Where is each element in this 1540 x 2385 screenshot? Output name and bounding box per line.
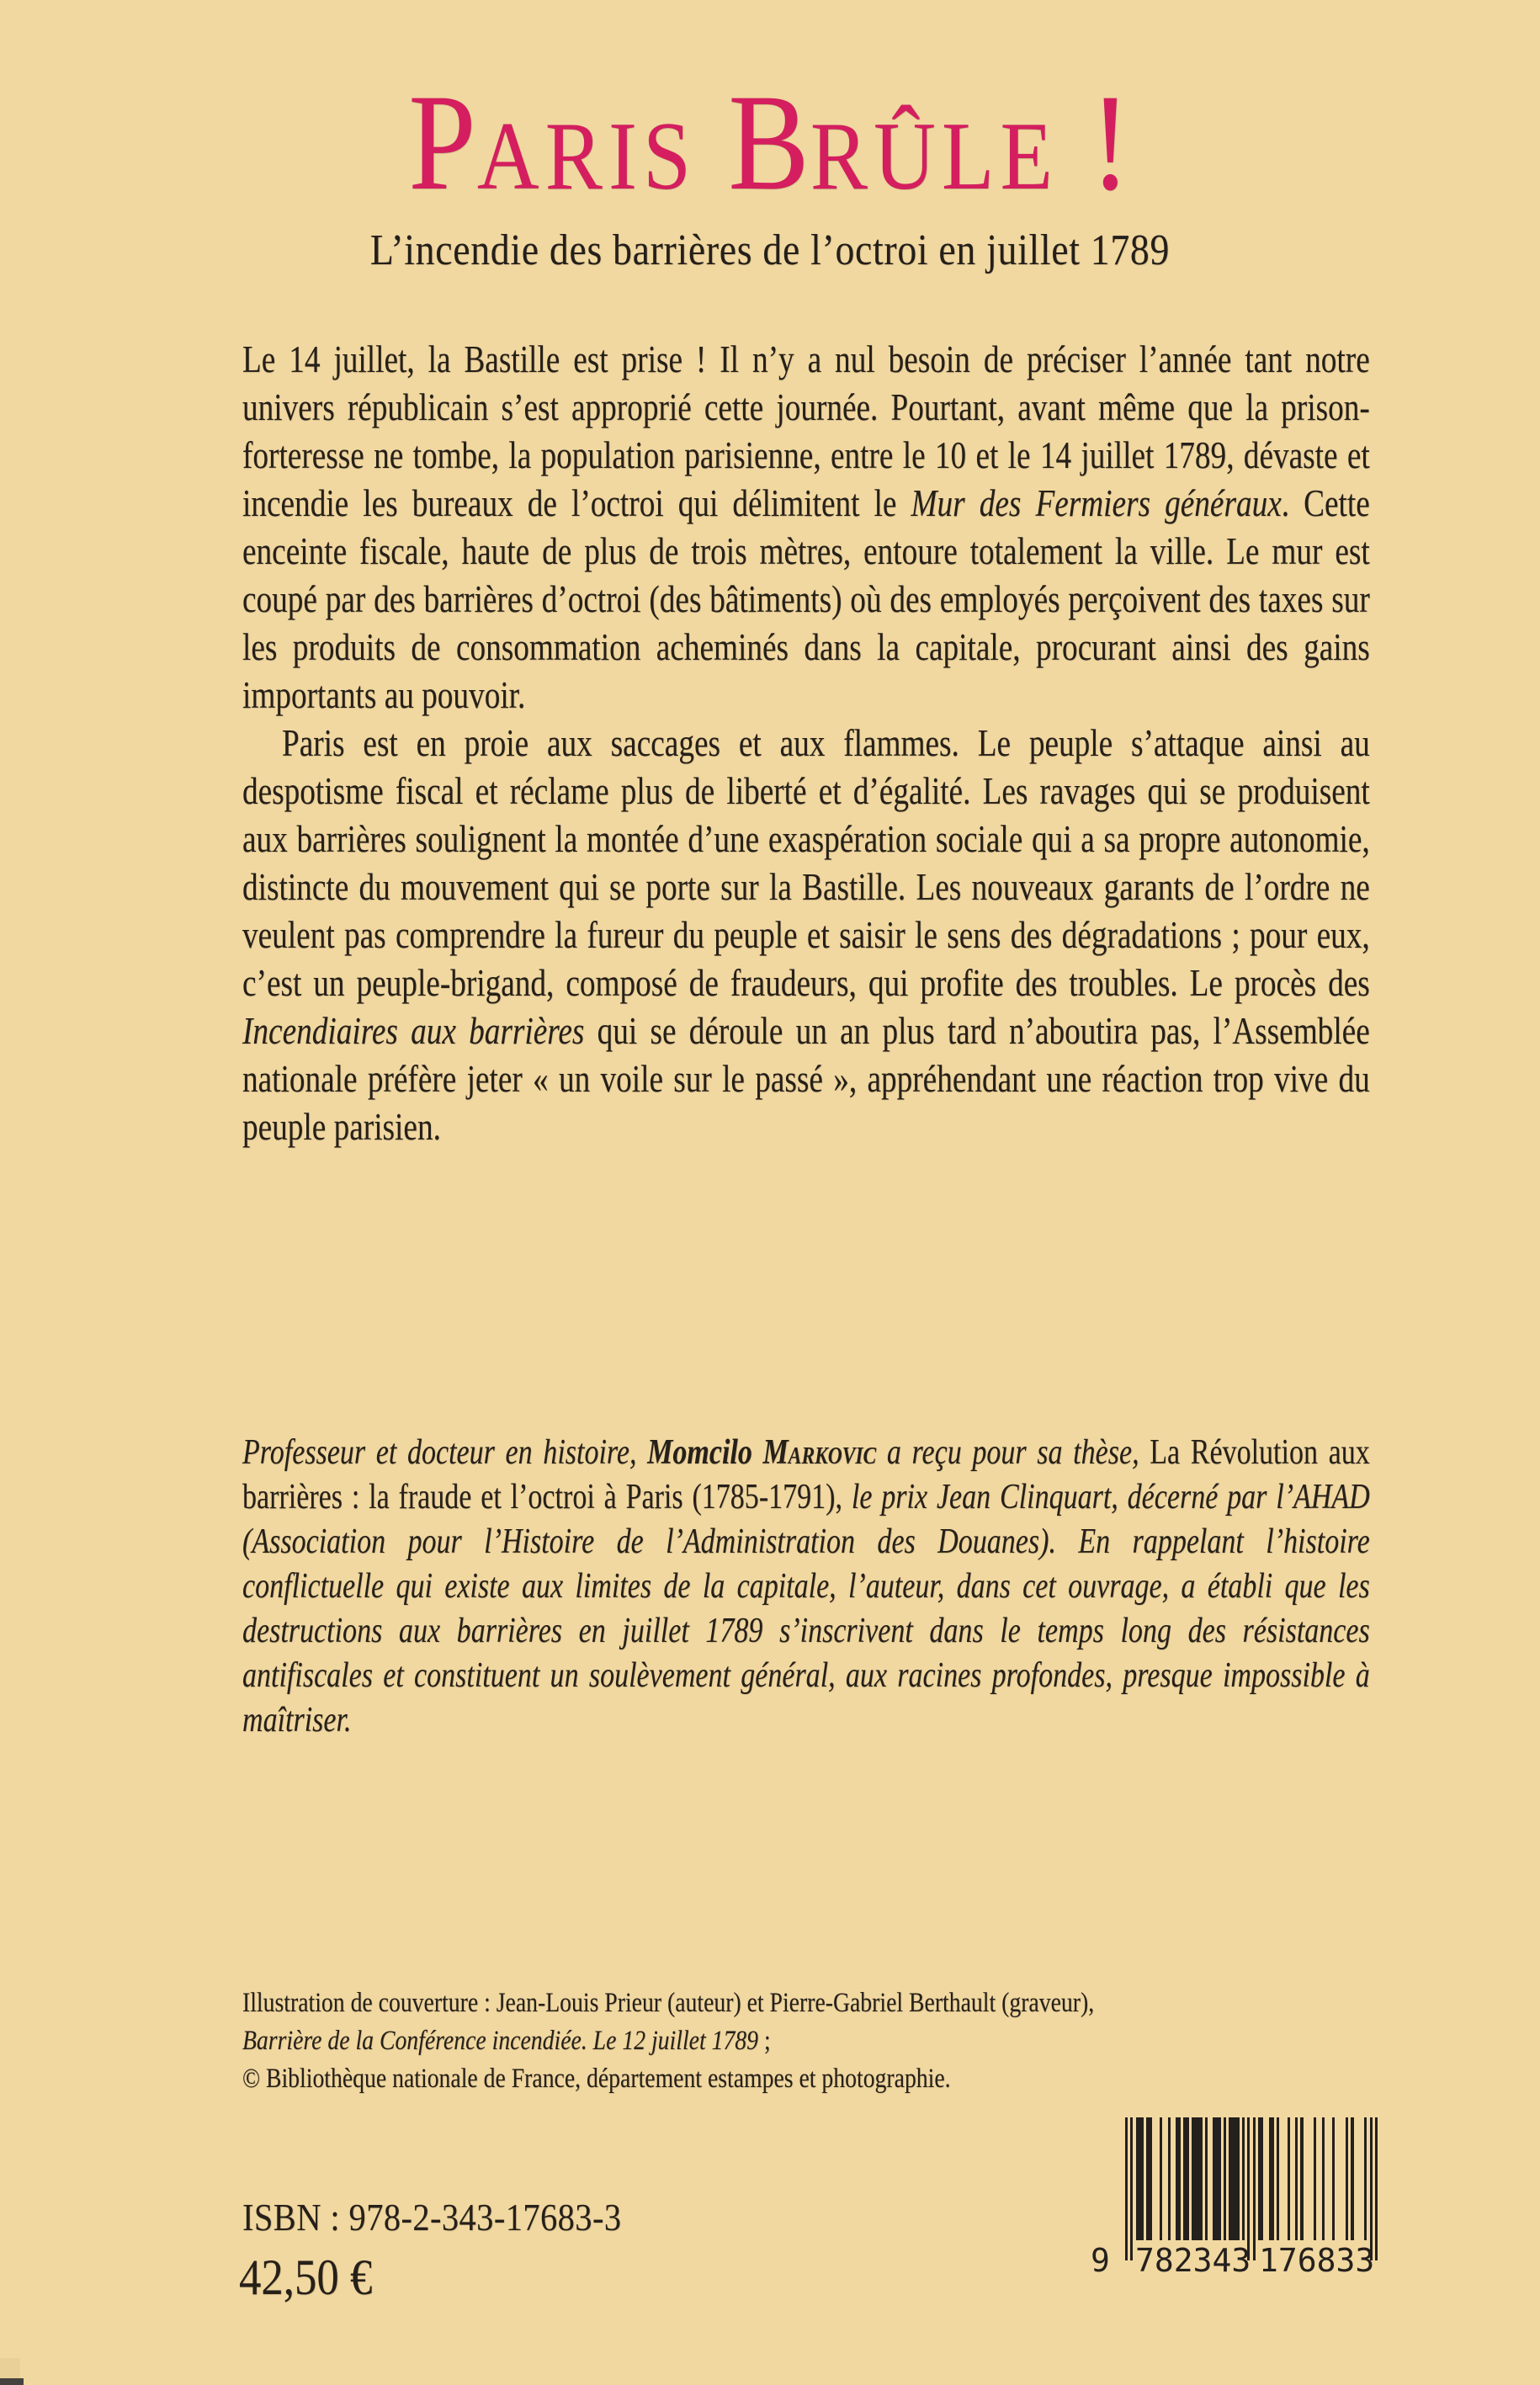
barcode-bar [1322, 2117, 1325, 2240]
barcode-bar [1288, 2117, 1290, 2240]
credit-line: Barrière de la Conférence incendiée. Le 12 juillet 1789 ; [242, 2026, 771, 2056]
author-bio: Professeur et docteur en histoire, Momcilo Markovic a reçu pour sa thèse, La Révolution aux barrières : la fraude et l’octroi à Paris (1785-1791), le prix Jean Clinquart, décerné par l’AHAD (Association pour l’Histoire de l’Administration des Douanes). En rappelant l’histoire conflictuelle qui existe aux limites de la capitale, l’auteur, dans cet ouvrage, a établi que les destructions aux barrières en juillet 1789 s’inscrivent dans le temps long des résistances antifiscales et constituent un soulèvement général, aux racines profondes, presque impossible à maîtriser. [242, 1433, 1370, 1740]
scan-artifact-light [0, 2358, 20, 2380]
barcode-bar [1277, 2117, 1279, 2240]
barcode-bar [1168, 2117, 1171, 2240]
barcode-bar [1176, 2117, 1181, 2240]
synopsis-paragraph: Le 14 juillet, la Bastille est prise ! Il n’y a nul besoin de préciser l’année tant notre univers républicain s’est approprié cette journée. Pourtant, avant même que la prison-forteresse ne tombe, la population parisienne, entre le 10 et le 14 juillet 1789, dévaste et incendie les bureaux de l’octroi qui délimitent le Mur des Fermiers généraux. Cette enceinte fiscale, haute de plus de trois mètres, entoure totalement la ville. Le mur est coupé par des barrières d’octroi (des bâtiments) où des employés perçoivent des taxes sur les produits de consommation acheminés dans la capitale, procurant ainsi des gains importants au pouvoir. [242, 337, 1370, 716]
barcode-bar [1370, 2117, 1373, 2260]
credit-line: © Bibliothèque nationale de France, département estampes et photographie. [242, 2064, 951, 2094]
barcode-bar [1314, 2117, 1316, 2240]
barcode-bar [1375, 2117, 1378, 2260]
barcode-bar [1229, 2117, 1240, 2240]
barcode-digits-group1: 782343 [1135, 2242, 1251, 2279]
barcode-bar [1346, 2117, 1348, 2240]
barcode-bar [1253, 2117, 1256, 2260]
cover-illustration-credits [242, 1984, 1444, 2098]
isbn-number: ISBN : 978-2-343-17683-3 [242, 2196, 622, 2239]
barcode-bar [1183, 2117, 1188, 2240]
barcode-bar [1269, 2117, 1274, 2240]
barcode-bar [1242, 2117, 1245, 2240]
title-block [93, 66, 1447, 275]
book-title: PARIS BRÛLE ! [408, 66, 1132, 219]
barcode-bar [1136, 2117, 1144, 2240]
scan-artifact-dark [0, 2378, 24, 2385]
barcode-bar [1213, 2117, 1220, 2240]
barcode-bar [1192, 2117, 1203, 2240]
book-subtitle: L’incendie des barrières de l’octroi en juillet 1789 [369, 226, 1171, 274]
barcode-bar [1332, 2117, 1335, 2240]
ean13-barcode [1086, 2117, 1380, 2286]
barcode-bar [1146, 2117, 1151, 2240]
barcode-bar [1160, 2117, 1162, 2240]
barcode-bar [1295, 2117, 1298, 2240]
synopsis-text [242, 335, 1370, 1150]
barcode-bar [1130, 2117, 1133, 2260]
barcode-bar [1351, 2117, 1353, 2240]
barcode-bar [1364, 2117, 1367, 2240]
barcode-bar [1300, 2117, 1303, 2240]
barcode-bar [1125, 2117, 1128, 2260]
barcode-bar [1224, 2117, 1226, 2240]
barcode-digits-group2: 176833 [1259, 2242, 1375, 2279]
credit-line: Illustration de couverture : Jean-Louis Prieur (auteur) et Pierre-Gabriel Berthault (graveur), [242, 1988, 1095, 2018]
barcode-bar [1205, 2117, 1208, 2240]
synopsis-paragraph: Paris est en proie aux saccages et aux flammes. Le peuple s’attaque ainsi au despotisme fiscal et réclame plus de liberté et d’égalité. Les ravages qui se produisent aux barrières soulignent la montée d’une exaspération sociale qui a sa propre autonomie, distincte du mouvement qui se porte sur la Bastille. Les nouveaux garants de l’ordre ne veulent pas comprendre la fureur du peuple et saisir le sens des dégradations ; pour eux, c’est un peuple-brigand, composé de fraudeurs, qui profite des troubles. Le procès des Incendiaires aux barrières qui se déroule un an plus tard n’aboutira pas, l’Assemblée nationale préfère jeter « un voile sur le passé », appréhendant une réaction trop vive du peuple parisien. [242, 721, 1370, 1148]
barcode-bar [1247, 2117, 1250, 2260]
price: 42,50 € [239, 2250, 373, 2305]
barcode-digit-leading: 9 [1091, 2242, 1110, 2279]
barcode-bar [1258, 2117, 1263, 2240]
barcode-bars [1125, 2117, 1378, 2260]
